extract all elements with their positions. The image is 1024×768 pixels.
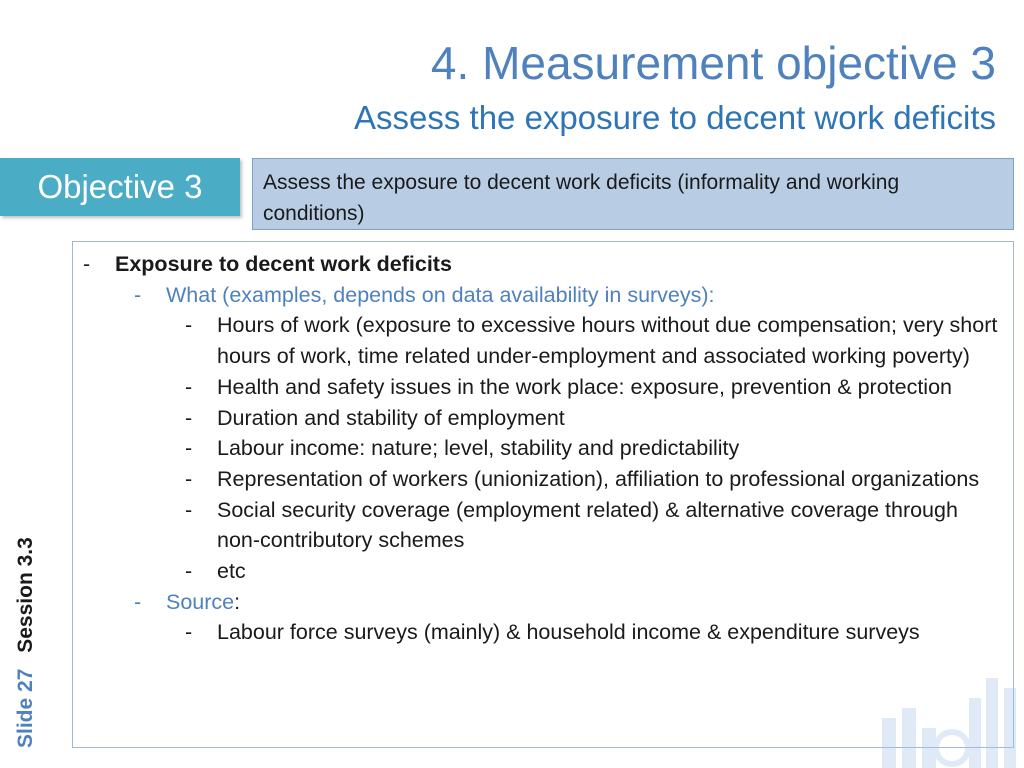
bullet-dash: - [185,405,193,430]
list-item-text: Hours of work (exposure to excessive hours without due compensation; very short hours of work, time related under-employment and associated working poverty) [217,313,998,369]
slide-subtitle: Assess the exposure to decent work deficits [354,99,996,136]
content-heading: Exposure to decent work deficits [115,252,452,276]
list-item [83,310,1003,371]
bullet-dash: - [185,620,193,645]
list-item [83,495,1003,556]
objective-label-text: Objective 3 [37,168,203,205]
bullet-dash: - [185,313,193,338]
source-label: Source [166,589,235,614]
slide-title: 4. Measurement objective 3 [430,37,996,89]
list-item-text: Labour force surveys (mainly) & household income & expenditure surveys [217,620,920,645]
list-item [83,556,1003,587]
content-box [72,241,1014,748]
bullet-dash: - [185,559,193,584]
bullet-dash: - [185,466,193,491]
list-item [83,433,1003,464]
slide-number: Slide 27 [14,668,37,748]
list-item [83,372,1003,403]
bullet-dash: - [83,252,91,276]
objective-label [0,158,240,216]
list-item-text: Representation of workers (unionization), affiliation to professional organizations [217,466,980,491]
list-item-text: Health and safety issues in the work place: exposure, prevention & protection [217,374,952,399]
source-item [83,587,1003,618]
session-label: Session 3.3 [14,537,37,653]
list-item-text: Labour income: nature; level, stability and predictability [217,436,740,461]
list-item-text: Social security coverage (employment related) & alternative coverage through non-contributory schemes [217,497,958,553]
what-item [83,280,1003,311]
objective-description: Assess the exposure to decent work deficits (informality and working conditions) [252,158,1014,230]
list-item [83,403,1003,434]
what-label: What (examples, depends on data availability in surveys): [166,282,715,307]
watermark-graphic [874,668,1024,768]
list-item [83,464,1003,495]
slide-footer-vertical [14,537,38,748]
bullet-dash: - [185,497,193,522]
list-item [83,617,1003,648]
bullet-dash: - [185,374,193,399]
source-colon: : [234,589,241,614]
bullet-dash: - [134,282,142,307]
list-item-text: Duration and stability of employment [217,405,565,430]
list-item-text: etc [217,559,246,584]
content-heading-item [83,249,1003,280]
bullet-dash: - [185,436,193,461]
bullet-dash: - [134,589,142,614]
